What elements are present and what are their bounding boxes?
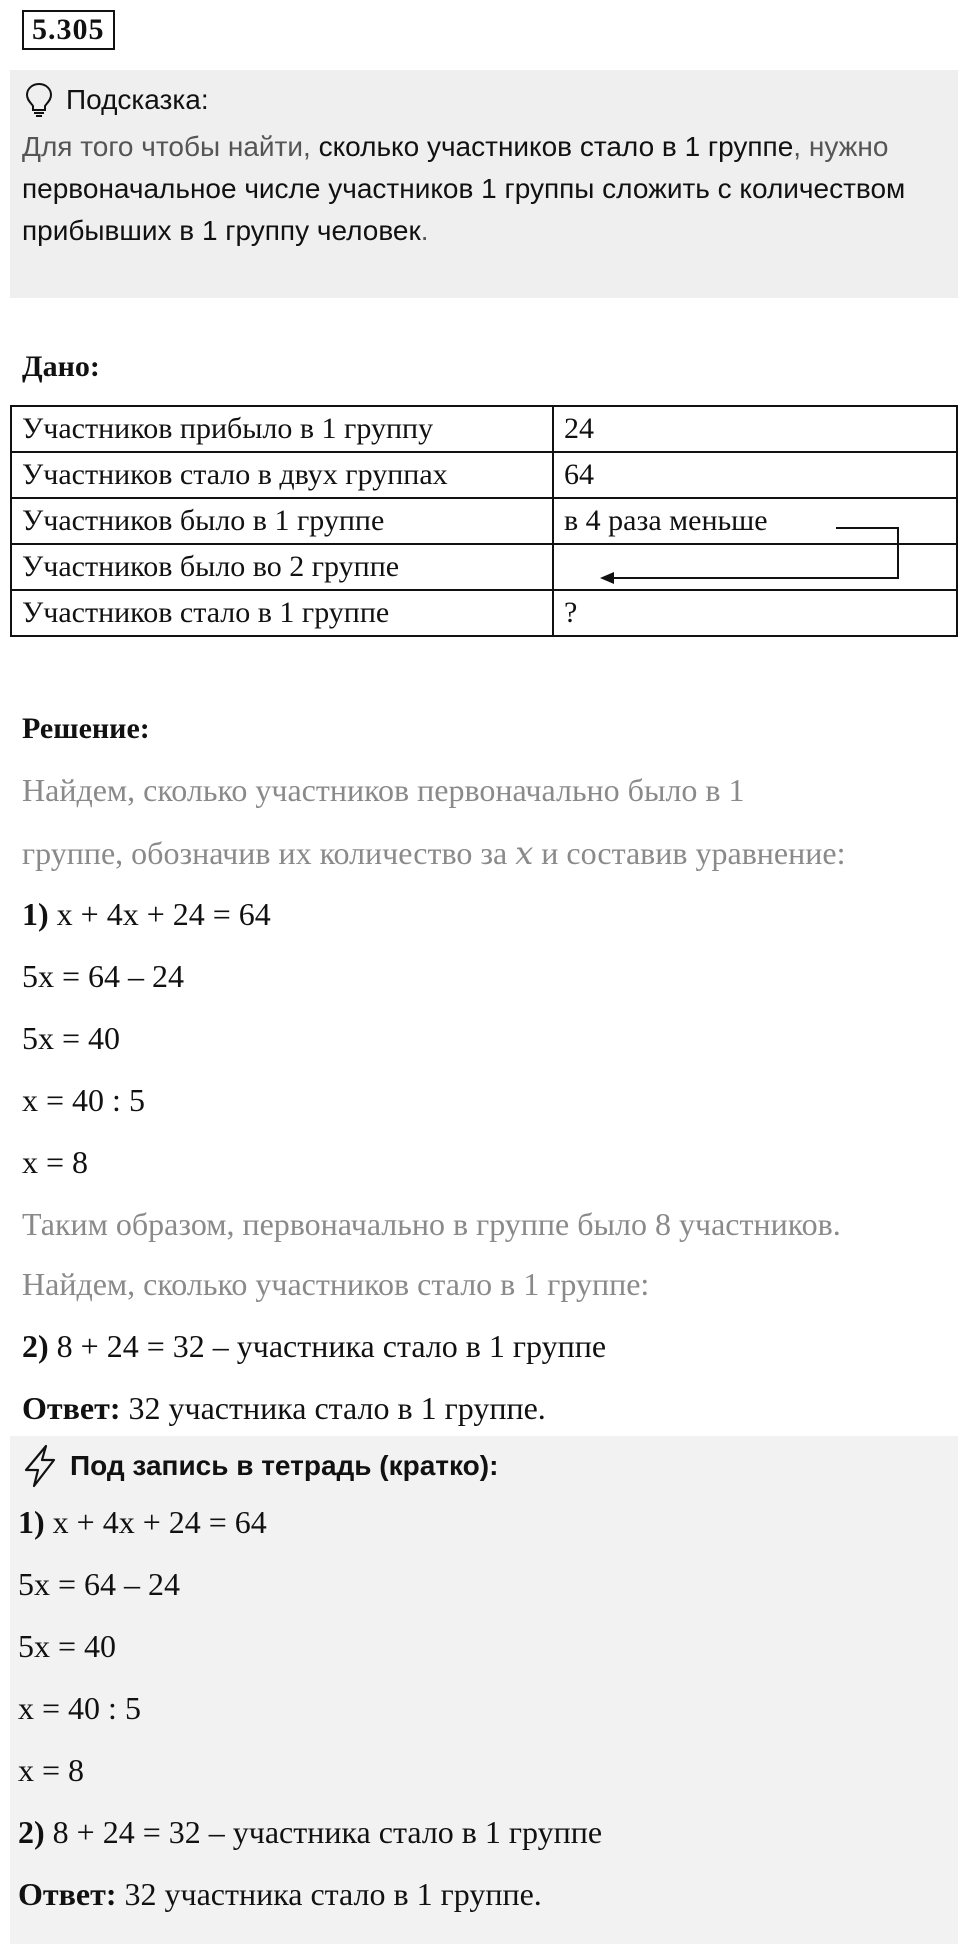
equation: x + 4x + 24 = 64 — [52, 1504, 267, 1540]
given-label: Участников прибыло в 1 группу — [11, 406, 553, 452]
equation-step1 — [18, 1504, 267, 1541]
given-label: Участников стало в 1 группе — [11, 590, 553, 636]
given-label: Участников стало в двух группах — [11, 452, 553, 498]
equation: x = 40 : 5 — [18, 1690, 141, 1726]
equation-step1 — [22, 896, 271, 933]
answer-label: Ответ: — [18, 1876, 117, 1912]
answer-text: 32 участника стало в 1 группе. — [128, 1390, 546, 1426]
given-value: 24 — [553, 406, 957, 452]
solution-intro-step2: Найдем, сколько участников стало в 1 группе: — [22, 1266, 650, 1302]
answer-text: 32 участника стало в 1 группе. — [124, 1876, 542, 1912]
given-label: Участников было во 2 группе — [11, 544, 553, 590]
hint-part-emphasis: сколько участников стало в 1 группе — [318, 131, 794, 162]
equation: x = 8 — [18, 1752, 85, 1788]
text: группе, обозначив их количество за — [22, 835, 516, 871]
equation: x = 40 : 5 — [22, 1082, 145, 1118]
solution-title: Решение: — [22, 712, 150, 745]
step-label: 1) — [18, 1504, 45, 1540]
equation: x + 4x + 24 = 64 — [56, 896, 271, 932]
relation-arrow-icon — [0, 0, 960, 700]
given-value: ? — [553, 590, 957, 636]
hint-part: Для того чтобы найти, — [22, 131, 319, 162]
hint-title: Подсказка: — [66, 84, 209, 115]
equation: 8 + 24 = 32 – участника стало в 1 группе — [56, 1328, 607, 1364]
short-notes-box — [10, 1436, 958, 1944]
hint-part: , нужно — [793, 131, 889, 162]
given-label: Участников было в 1 группе — [11, 498, 553, 544]
equation: 5x = 40 — [18, 1628, 117, 1664]
solution-intro-2 — [22, 834, 845, 872]
step-label: 1) — [22, 896, 49, 932]
answer — [18, 1876, 542, 1913]
given-title: Дано: — [22, 350, 100, 383]
hint-part-emphasis: первоначальное числе участников 1 группы сложить с количеством прибывших в 1 группу человек — [22, 173, 906, 246]
step-label: 2) — [22, 1328, 49, 1364]
short-title: Под запись в тетрадь (кратко): — [70, 1450, 499, 1481]
text: и составив уравнение: — [533, 835, 846, 871]
variable: x — [515, 834, 534, 872]
solution-intro-1: Найдем, сколько участников первоначально было в 1 — [22, 772, 745, 808]
hint-part: . — [420, 215, 429, 246]
equation: 8 + 24 = 32 – участника стало в 1 группе — [52, 1814, 603, 1850]
short-header — [20, 1444, 498, 1488]
given-value: в 4 раза меньше — [553, 498, 957, 544]
solution-conclusion: Таким образом, первоначально в группе было 8 участников. — [22, 1206, 841, 1242]
equation: x = 8 — [22, 1144, 89, 1180]
equation: 5x = 64 – 24 — [18, 1566, 181, 1602]
answer — [22, 1390, 546, 1427]
equation-step2 — [22, 1328, 606, 1365]
lightning-icon — [20, 1444, 60, 1488]
equation: 5x = 64 – 24 — [22, 958, 185, 994]
step-label: 2) — [18, 1814, 45, 1850]
problem-number: 5.305 — [22, 10, 115, 50]
equation: 5x = 40 — [22, 1020, 121, 1056]
equation-step2 — [18, 1814, 602, 1851]
answer-label: Ответ: — [22, 1390, 121, 1426]
given-value: 64 — [553, 452, 957, 498]
